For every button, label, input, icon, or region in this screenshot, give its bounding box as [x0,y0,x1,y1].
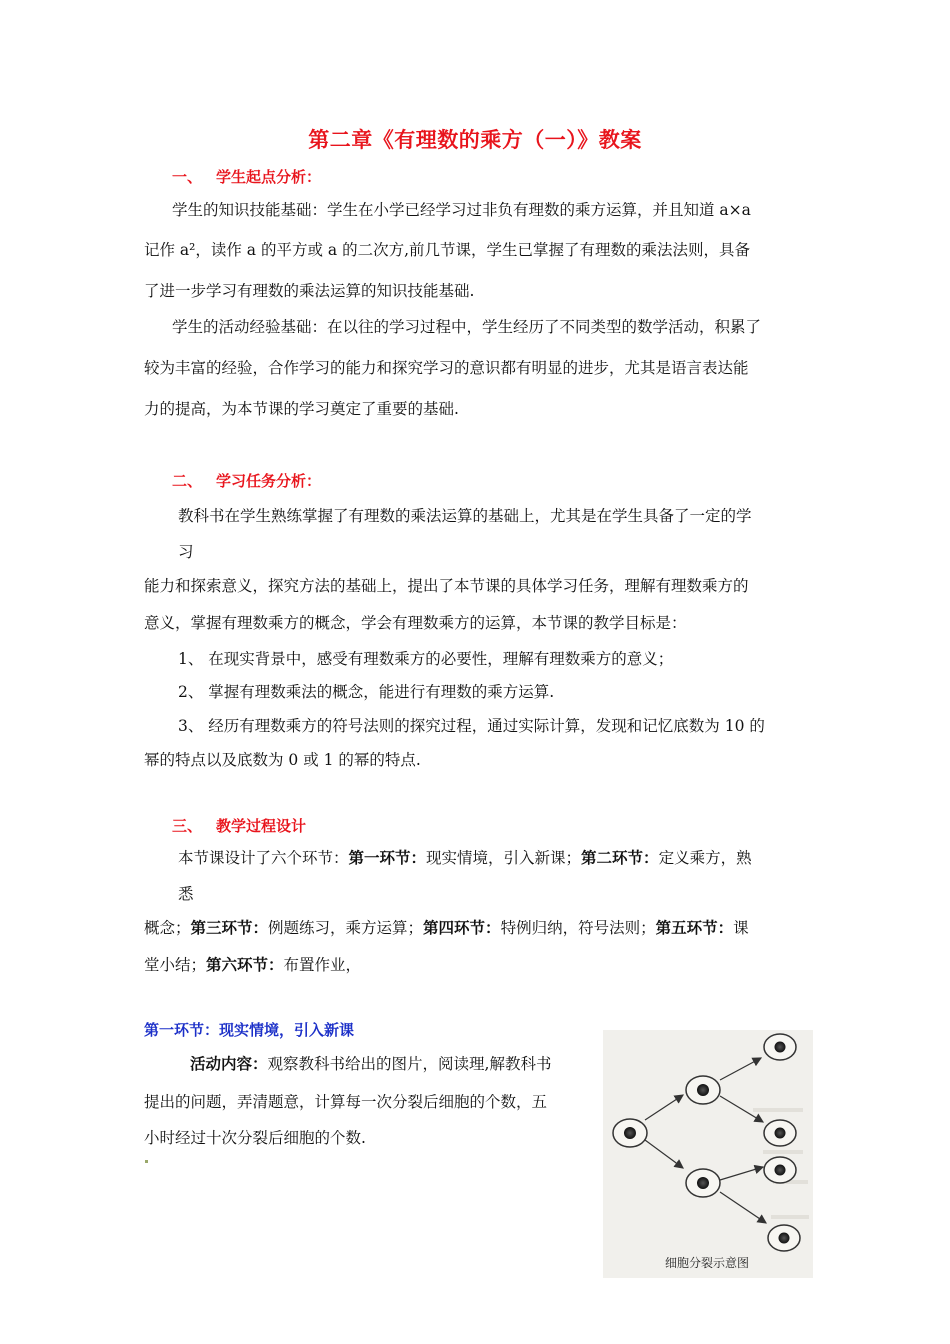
paragraph-line: 学生的活动经验基础：在以往的学习过程中，学生经历了不同类型的数学活动，积累了 [172,318,762,336]
section1-heading-text: 学生起点分析： [216,168,322,186]
paragraph-line [190,1054,551,1074]
paragraph-line: 意义，掌握有理数乘方的概念，学会有理数乘方的运算，本节课的教学目标是： [144,614,687,632]
cell-division-diagram [603,1030,813,1278]
paragraph-line: 了进一步学习有理数的乘法运算的知识技能基础. [144,282,475,300]
objective-item: 2、 掌握有理数乘法的概念，能进行有理数的乘方运算. [178,683,555,701]
stray-mark [145,1160,148,1163]
paragraph-line: 提出的问题，弄清题意，计算每一次分裂后细胞的个数，五 [144,1093,548,1111]
section3-heading-text: 教学过程设计 [216,817,307,835]
cell-icon [764,1157,796,1183]
paragraph-line: 小时经过十次分裂后细胞的个数. [144,1129,366,1147]
stage1-label: 第一环节： [348,849,427,867]
figure-caption: 细胞分裂示意图 [665,1256,750,1270]
cell-icon [764,1120,796,1146]
activity-label: 活动内容： [190,1055,268,1073]
section2-heading [172,470,321,491]
stage3-text: 例题练习，乘方运算； [268,919,424,937]
paragraph-line: 悉 [178,885,194,903]
paragraph-line [144,955,361,975]
paragraph-line: 力的提高，为本节课的学习奠定了重要的基础. [144,400,459,418]
stage5-label: 第五环节： [655,919,734,937]
page-title: 第二章《有理数的乘方（一）》教案 [308,128,642,152]
arrow-icon [720,1192,766,1223]
section1-heading-num: 一、 [172,168,203,186]
section3-heading-num: 三、 [172,817,203,835]
paragraph-line: 学生的知识技能基础：学生在小学已经学习过非负有理数的乘方运算，并且知道 a×a [172,201,751,219]
cell-icon [764,1034,796,1060]
stage4-text: 特例归纳，符号法则； [500,919,656,937]
section1-heading [172,166,321,187]
cell-icon [686,1076,720,1104]
objective-item: 3、 经历有理数乘方的符号法则的探究过程，通过实际计算，发现和记忆底数为 10 的 [178,717,765,735]
cell-icon [686,1169,720,1197]
stages-intro: 本节课设计了六个环节： [178,849,349,867]
arrow-icon [645,1095,683,1120]
arrow-icon [645,1140,683,1168]
arrow-icon [720,1167,763,1180]
paragraph-line: 记作 a²，读作 a 的平方或 a 的二次方,前几节课，学生已掌握了有理数的乘法法则，具备 [144,241,751,259]
paragraph-line [144,918,749,938]
stage2-tail: 概念； [144,919,191,937]
section3-heading [172,815,306,836]
paragraph-line [178,848,752,868]
paragraph-line: 较为丰富的经验，合作学习的能力和探究学习的意识都有明显的进步，尤其是语言表达能 [144,359,749,377]
objective-item: 1、 在现实背景中，感受有理数乘方的必要性，理解有理数乘方的意义； [178,650,674,668]
stage5-text: 课 [733,919,749,937]
paragraph-line: 习 [178,543,194,561]
paragraph-line: 教科书在学生熟练掌握了有理数的乘法运算的基础上，尤其是在学生具备了一定的学 [178,507,752,525]
section2-heading-text: 学习任务分析： [216,472,322,490]
activity-text: 观察教科书给出的图片，阅读理,解教科书 [267,1055,552,1073]
arrow-icon [720,1058,761,1080]
paragraph-line: 幂的特点以及底数为 0 或 1 的幂的特点. [144,751,421,769]
stage1-text: 现实情境，引入新课； [426,849,582,867]
stage5-cont: 堂小结； [144,956,207,974]
stage3-label: 第三环节： [190,919,269,937]
cell-icon [768,1225,800,1251]
cell-icon [613,1119,647,1147]
stage2-label: 第二环节： [581,849,659,867]
stage1-heading: 第一环节：现实情境，引入新课 [144,1021,355,1039]
stage6-label: 第六环节： [206,956,284,974]
stage6-text: 布置作业， [283,956,362,974]
paragraph-line: 能力和探索意义，探究方法的基础上，提出了本节课的具体学习任务，理解有理数乘方的 [144,577,749,595]
cell-division-figure [603,1030,813,1278]
section2-heading-num: 二、 [172,472,203,490]
stage2-text: 定义乘方，熟 [658,849,752,867]
stage4-label: 第四环节： [423,919,501,937]
